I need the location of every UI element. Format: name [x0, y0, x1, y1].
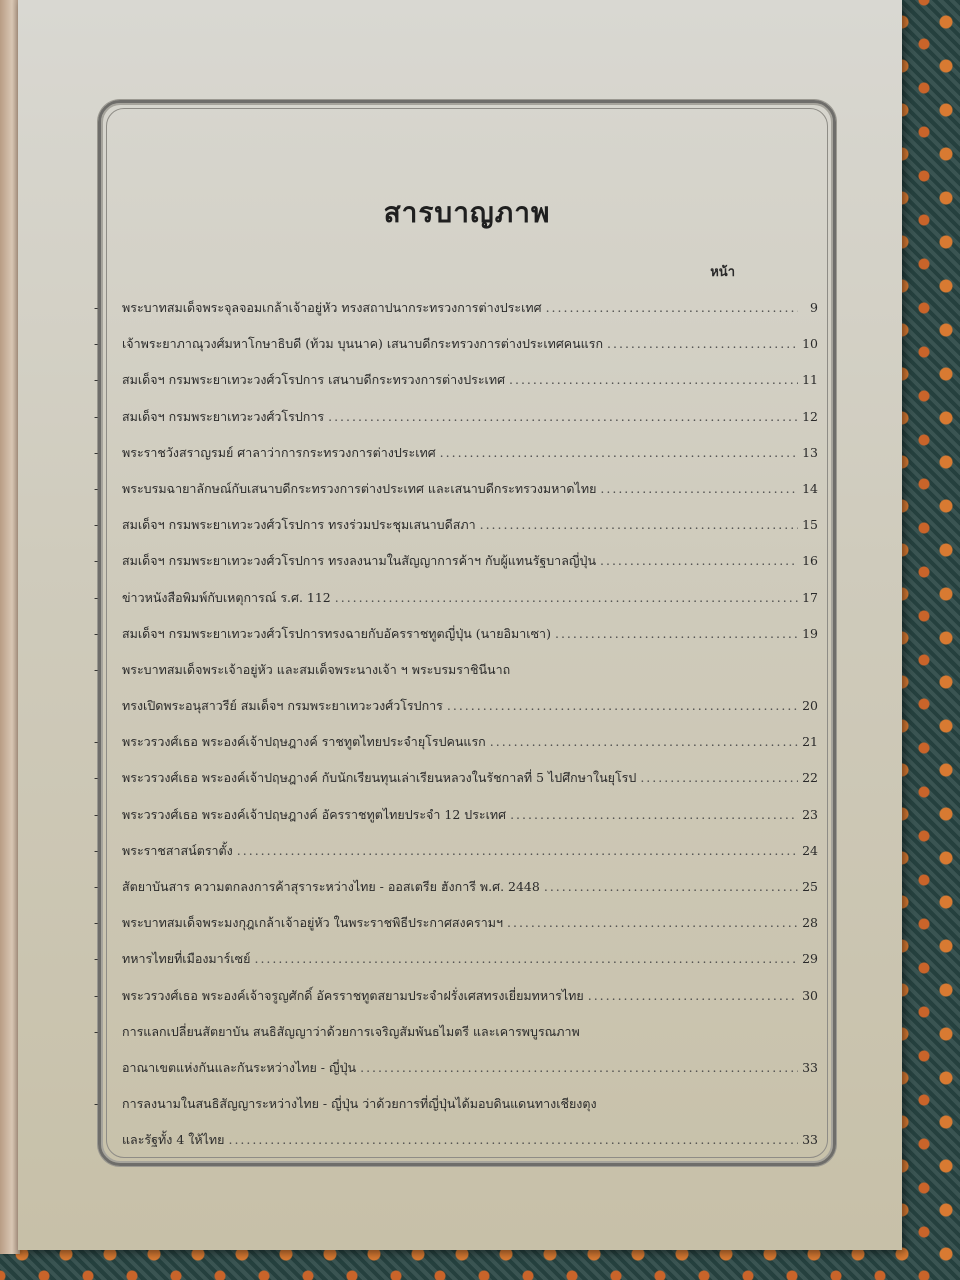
- toc-entry-bullet: -: [94, 951, 99, 967]
- toc-entry: [94, 941, 818, 977]
- toc-entry-page-number: 11: [802, 372, 818, 388]
- toc-entry: [94, 1014, 818, 1086]
- toc-entry-line: [122, 399, 818, 435]
- toc-entry: [94, 833, 818, 869]
- toc-entry-title: การแลกเปลี่ยนสัตยาบัน สนธิสัญญาว่าด้วยการเจริญสัมพันธไมตรี และเคารพบูรณภาพ: [122, 1023, 580, 1039]
- dot-leader: [335, 580, 798, 616]
- toc-entry-title: สมเด็จฯ กรมพระยาเทวะวงศ์วโรปการ เสนาบดีกระทรวงการต่างประเทศ: [122, 372, 506, 388]
- toc-entry: [94, 869, 818, 905]
- toc-entry: [94, 616, 818, 652]
- table-of-figures: [94, 290, 818, 1159]
- toc-entry-bullet: -: [94, 915, 99, 931]
- toc-entry: [94, 435, 818, 471]
- toc-entry: [94, 362, 818, 398]
- toc-entry-page-number: 23: [802, 806, 818, 822]
- toc-entry-title: อาณาเขตแห่งกันและกันระหว่างไทย - ญี่ปุ่น: [122, 1059, 357, 1075]
- toc-entry-page-number: 10: [802, 336, 818, 352]
- toc-entry-title: พระบาทสมเด็จพระเจ้าอยู่หัว และสมเด็จพระนางเจ้า ฯ พระบรมราชินีนาถ: [122, 661, 511, 677]
- toc-entry-title: ทรงเปิดพระอนุสาวรีย์ สมเด็จฯ กรมพระยาเทวะวงศ์วโรปการ: [122, 698, 443, 714]
- dot-leader: [360, 1050, 798, 1086]
- dot-leader: [254, 941, 798, 977]
- toc-entry-page-number: 22: [802, 770, 818, 786]
- toc-entry-line: [122, 941, 818, 977]
- toc-entry-line: [122, 1086, 818, 1122]
- toc-entry-line: [122, 724, 818, 760]
- dot-leader: [600, 471, 798, 507]
- toc-entry-bullet: -: [94, 625, 99, 641]
- toc-entry: [94, 797, 818, 833]
- toc-entry-line: [122, 1122, 818, 1158]
- toc-entry-page-number: 19: [802, 625, 818, 641]
- toc-entry-bullet: -: [94, 770, 99, 786]
- toc-entry-title: เจ้าพระยาภาณุวงศ์มหาโกษาธิบดี (ท้วม บุนนาค) เสนาบดีกระทรวงการต่างประเทศคนแรก: [122, 336, 604, 352]
- page-title: สารบาญภาพ: [383, 196, 551, 229]
- toc-entry-bullet: -: [94, 879, 99, 894]
- toc-entry-page-number: 21: [802, 734, 818, 750]
- toc-entry-bullet: -: [94, 300, 99, 315]
- toc-entry: [94, 290, 818, 326]
- toc-entry-page-number: 33: [802, 1132, 818, 1148]
- dot-leader: [600, 543, 798, 579]
- toc-entry: [94, 1086, 818, 1158]
- toc-entry-page-number: 29: [802, 951, 818, 967]
- toc-entry: [94, 543, 818, 579]
- toc-entry-title: สมเด็จฯ กรมพระยาเทวะวงศ์วโรปการทรงฉายกับอัครราชทูตญี่ปุ่น (นายอิมาเซา): [122, 625, 551, 641]
- toc-entry-bullet: -: [94, 553, 99, 569]
- dot-leader: [607, 326, 798, 362]
- adjacent-page-edge: [0, 0, 20, 1254]
- toc-entry-title: สมเด็จฯ กรมพระยาเทวะวงศ์วโรปการ ทรงร่วมประชุมเสนาบดีสภา: [122, 517, 476, 533]
- toc-entry-bullet: -: [94, 589, 99, 605]
- toc-entry-line: [122, 1050, 818, 1086]
- toc-entry: [94, 760, 818, 796]
- dot-leader: [440, 435, 798, 471]
- toc-entry-bullet: -: [94, 1023, 99, 1039]
- toc-entry-page-number: 13: [802, 444, 818, 460]
- toc-entry-bullet: -: [94, 806, 99, 822]
- toc-entry-line: [122, 507, 818, 543]
- dot-leader: [544, 869, 798, 905]
- toc-entry-page-number: 15: [802, 517, 818, 533]
- toc-entry-bullet: -: [94, 336, 99, 352]
- toc-entry-line: [122, 905, 818, 941]
- toc-entry-page-number: 14: [802, 480, 818, 496]
- dot-leader: [507, 905, 798, 941]
- toc-entry: [94, 905, 818, 941]
- dot-leader: [546, 290, 798, 326]
- toc-entry-title: พระวรวงศ์เธอ พระองค์เจ้าปฤษฎางค์ อัครราชทูตไทยประจำ 12 ประเทศ: [122, 806, 507, 822]
- toc-entry-page-number: 24: [802, 842, 818, 858]
- toc-entry-title: การลงนามในสนธิสัญญาระหว่างไทย - ญี่ปุ่น ว่าด้วยการที่ญี่ปุ่นได้มอบดินแดนทางเชียงตุง: [122, 1096, 597, 1112]
- toc-entry-line: [122, 1014, 818, 1050]
- toc-entry-page-number: 20: [802, 698, 818, 714]
- toc-entry: [94, 580, 818, 616]
- toc-entry-title: สมเด็จฯ กรมพระยาเทวะวงศ์วโรปการ: [122, 408, 325, 424]
- toc-entry-page-number: 12: [802, 408, 818, 424]
- toc-entry: [94, 978, 818, 1014]
- dot-leader: [588, 978, 798, 1014]
- toc-entry-title: พระวรวงศ์เธอ พระองค์เจ้าจรูญศักดิ์ อัครราชทูตสยามประจำฝรั่งเศสทรงเยี่ยมทหารไทย: [122, 987, 584, 1003]
- toc-entry-line: [122, 978, 818, 1014]
- toc-entry-title: สมเด็จฯ กรมพระยาเทวะวงศ์วโรปการ ทรงลงนามในสัญญาการค้าฯ กับผู้แทนรัฐบาลญี่ปุ่น: [122, 553, 596, 569]
- toc-entry-title: พระวรวงศ์เธอ พระองค์เจ้าปฤษฎางค์ ราชทูตไทยประจำยุโรปคนแรก: [122, 734, 486, 750]
- toc-entry-title: พระวรวงศ์เธอ พระองค์เจ้าปฤษฎางค์ กับนักเรียนทุนเล่าเรียนหลวงในรัชกาลที่ 5 ไปศึกษาในยุโรป: [122, 770, 637, 786]
- toc-entry-page-number: 28: [802, 915, 818, 931]
- dot-leader: [490, 724, 798, 760]
- toc-entry: [94, 326, 818, 362]
- toc-entry-line: [122, 362, 818, 398]
- toc-entry-bullet: -: [94, 408, 99, 424]
- toc-entry: [94, 471, 818, 507]
- toc-entry-line: [122, 869, 818, 905]
- dot-leader: [640, 760, 798, 796]
- toc-entry-title: ทหารไทยที่เมืองมาร์เซย์: [122, 951, 251, 967]
- toc-entry-line: [122, 833, 818, 869]
- toc-entry: [94, 507, 818, 543]
- toc-entry-line: [122, 688, 818, 724]
- toc-entry-title: และรัฐทั้ง 4 ให้ไทย: [122, 1132, 225, 1148]
- toc-entry-line: [122, 543, 818, 579]
- dot-leader: [555, 616, 798, 652]
- dot-leader: [510, 797, 798, 833]
- toc-entry-bullet: -: [94, 734, 99, 750]
- page-column-heading: หน้า: [710, 265, 735, 280]
- toc-entry-line: [122, 616, 818, 652]
- toc-entry-bullet: -: [94, 372, 99, 388]
- toc-entry-title: พระบรมฉายาลักษณ์กับเสนาบดีกระทรวงการต่างประเทศ และเสนาบดีกระทรวงมหาดไทย: [122, 480, 597, 496]
- toc-entry-line: [122, 435, 818, 471]
- toc-entry: [94, 399, 818, 435]
- dot-leader: [480, 507, 798, 543]
- toc-entry-bullet: -: [94, 661, 99, 677]
- toc-entry-bullet: -: [94, 987, 99, 1003]
- toc-entry-line: [122, 760, 818, 796]
- toc-entry-bullet: -: [94, 1096, 99, 1112]
- toc-entry-bullet: -: [94, 444, 99, 460]
- toc-entry-title: ข่าวหนังสือพิมพ์กับเหตุการณ์ ร.ศ. 112: [122, 589, 331, 605]
- toc-entry-page-number: 33: [802, 1059, 818, 1075]
- toc-entry-line: [122, 580, 818, 616]
- toc-entry-bullet: -: [94, 842, 99, 858]
- toc-entry: [94, 652, 818, 724]
- toc-entry-title: พระราชวังสราญรมย์ ศาลาว่าการกระทรวงการต่างประเทศ: [122, 444, 436, 460]
- toc-entry-page-number: 9: [810, 300, 818, 315]
- toc-entry-page-number: 30: [802, 987, 818, 1003]
- dot-leader: [509, 362, 798, 398]
- toc-entry-title: พระบาทสมเด็จพระจุลจอมเกล้าเจ้าอยู่หัว ทรงสถาปนากระทรวงการต่างประเทศ: [122, 300, 542, 315]
- toc-entry-bullet: -: [94, 480, 99, 496]
- toc-entry-line: [122, 471, 818, 507]
- toc-entry-title: พระราชสาสน์ตราตั้ง: [122, 842, 233, 858]
- toc-entry-line: [122, 797, 818, 833]
- dot-leader: [328, 399, 798, 435]
- dot-leader: [447, 688, 798, 724]
- toc-entry-line: [122, 652, 818, 688]
- toc-entry-title: พระบาทสมเด็จพระมงกุฎเกล้าเจ้าอยู่หัว ในพระราชพิธีประกาศสงครามฯ: [122, 915, 503, 931]
- toc-entry: [94, 724, 818, 760]
- toc-entry-title: สัตยาบันสาร ความตกลงการค้าสุราระหว่างไทย - ออสเตรีย ฮังการี พ.ศ. 2448: [122, 879, 540, 894]
- toc-entry-page-number: 16: [802, 553, 818, 569]
- toc-entry-line: [122, 290, 818, 326]
- dot-leader: [228, 1122, 798, 1158]
- toc-entry-line: [122, 326, 818, 362]
- toc-entry-page-number: 17: [802, 589, 818, 605]
- toc-entry-page-number: 25: [802, 879, 818, 894]
- dot-leader: [237, 833, 798, 869]
- toc-entry-bullet: -: [94, 517, 99, 533]
